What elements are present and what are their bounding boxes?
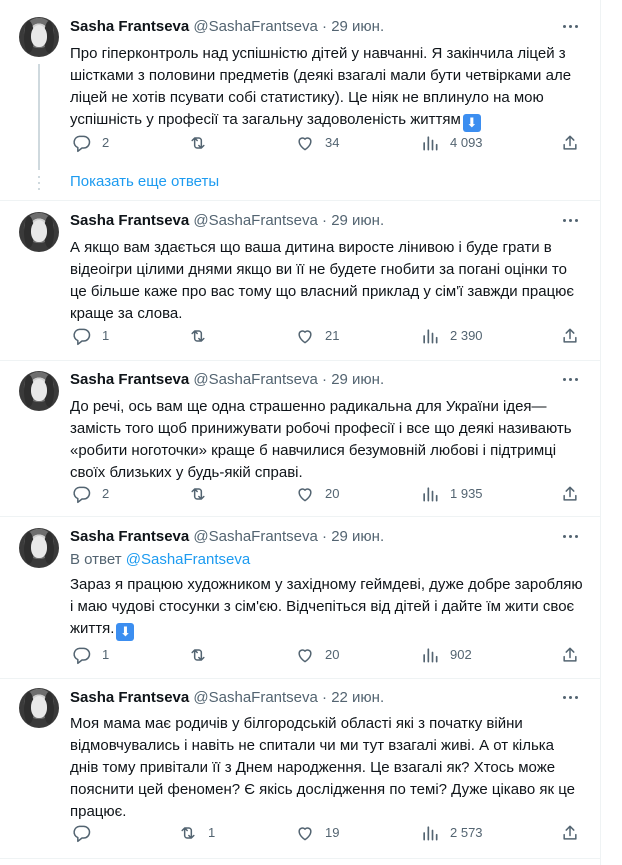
views-icon: [420, 484, 440, 504]
like-count: 19: [325, 825, 340, 840]
author-name[interactable]: Sasha Frantseva: [70, 371, 190, 388]
thread-dot: [38, 182, 40, 184]
down-arrow-emoji: ⬇: [116, 623, 134, 641]
views-icon: [420, 645, 440, 665]
tweet-header: [70, 17, 384, 37]
reply-icon: [72, 823, 92, 843]
down-arrow-emoji: ⬇: [463, 114, 481, 132]
avatar[interactable]: [19, 528, 59, 568]
reply-icon: [72, 484, 92, 504]
tweet-date[interactable]: 29 июн.: [331, 18, 385, 35]
tweet-header: [70, 688, 384, 708]
author-name[interactable]: Sasha Frantseva: [70, 528, 190, 545]
tweet-actions: [70, 823, 585, 843]
thread-dot: [38, 176, 40, 178]
reply-count: 1: [102, 328, 110, 343]
reply-icon: [72, 645, 92, 665]
like-count: 34: [325, 135, 340, 150]
author-handle[interactable]: @SashaFrantseva: [193, 212, 318, 229]
avatar[interactable]: [19, 688, 59, 728]
more-icon[interactable]: [561, 16, 581, 36]
avatar[interactable]: [19, 212, 59, 252]
author-name[interactable]: Sasha Frantseva: [70, 689, 190, 706]
views-icon: [420, 326, 440, 346]
tweet-date[interactable]: 29 июн.: [331, 212, 385, 229]
divider: [0, 200, 600, 201]
thread-dot: [38, 188, 40, 190]
thread-line: [38, 64, 40, 170]
tweet-header: [70, 370, 384, 390]
tweet-actions: [70, 133, 585, 153]
views-count: 2 573: [450, 825, 483, 840]
retweet-icon: [188, 133, 208, 153]
reply-prefix: В ответ: [70, 551, 122, 568]
tweet-header: [70, 527, 384, 547]
tweet-text: А якщо вам здається що ваша дитина виросте лінивою і буде грати в відеоігри цілими днями якщо ви її не будете гнобити за погані оцінки то це більше каже про вас тому що власний приклад у сім'ї завжди працює краще за слова.: [70, 239, 575, 322]
separator-dot: ·: [322, 528, 328, 545]
heart-icon: [295, 484, 315, 504]
separator-dot: ·: [322, 371, 328, 388]
views-count: 4 093: [450, 135, 483, 150]
author-handle[interactable]: @SashaFrantseva: [193, 528, 318, 545]
tweet-actions: [70, 484, 585, 504]
heart-icon: [295, 823, 315, 843]
retweet-icon: [188, 326, 208, 346]
retweet-icon: [188, 645, 208, 665]
tweet-date[interactable]: 29 июн.: [331, 528, 385, 545]
reply-context: [70, 550, 250, 570]
views-icon: [420, 133, 440, 153]
share-icon: [560, 133, 580, 153]
reply-mention-link[interactable]: @SashaFrantseva: [125, 551, 251, 568]
more-icon[interactable]: [561, 687, 581, 707]
reply-icon: [72, 133, 92, 153]
separator-dot: ·: [322, 18, 328, 35]
like-count: 20: [325, 486, 340, 501]
views-count: 2 390: [450, 328, 483, 343]
separator-dot: ·: [322, 212, 328, 229]
share-icon: [560, 326, 580, 346]
share-icon: [560, 645, 580, 665]
tweet-date[interactable]: 29 июн.: [331, 371, 385, 388]
tweet-text: Моя мама має родичів у білгородській області які з початку війни відмовчувались і навіть не спитали чи ми тут взагалі живі. А от кілька днів тому привітали її з Днем народження. Це взагалі як? Хтось може пояснити цей феномен? Є якісь дослідження по темі? Дуже цікаво як це працює.: [70, 715, 575, 820]
divider: [0, 516, 600, 517]
tweet-actions: [70, 645, 585, 665]
tweet-date[interactable]: 22 июн.: [331, 689, 385, 706]
tweet-text: До речі, ось вам ще одна страшенно радикальна для України ідея— замість того щоб принижувати робочі професії і все що деякі називають «робити ноготочки» краще б навчилися безумовній любові і підтримці своїх близьких у будь-якій справі.: [70, 398, 572, 481]
retweet-icon: [188, 484, 208, 504]
reply-count: 2: [102, 135, 110, 150]
more-icon[interactable]: [561, 369, 581, 389]
tweet-actions: [70, 326, 585, 346]
retweet-icon: [178, 823, 198, 843]
author-handle[interactable]: @SashaFrantseva: [193, 689, 318, 706]
reply-count: 2: [102, 486, 110, 501]
author-handle[interactable]: @SashaFrantseva: [193, 18, 318, 35]
tweet-header: [70, 211, 384, 231]
reply-icon: [72, 326, 92, 346]
more-icon[interactable]: [561, 210, 581, 230]
views-icon: [420, 823, 440, 843]
reply-count: 1: [102, 647, 110, 662]
divider: [0, 678, 600, 679]
share-icon: [560, 484, 580, 504]
heart-icon: [295, 326, 315, 346]
separator-dot: ·: [322, 689, 328, 706]
author-handle[interactable]: @SashaFrantseva: [193, 371, 318, 388]
show-more-replies-link[interactable]: Показать еще ответы: [70, 173, 220, 190]
heart-icon: [295, 645, 315, 665]
tweet-text: Про гіперконтроль над успішністю дітей у навчанні. Я закінчила ліцей з шістками з половини предметів (деякі взагалі мали бути четвірками але ліцей не хотів псувати собі статистику). Це ніяк не вплинуло на мою успішність у професії та загальну задоволеність життям ⬇: [70, 45, 572, 130]
like-count: 20: [325, 647, 340, 662]
tweet-text: Зараз я працюю художником у західному геймдеві, дуже добре заробляю і маю чудові стосунки з сім'єю. Відчепіться від дітей і дайте їм жити своє життя. ⬇: [70, 576, 583, 639]
avatar[interactable]: [19, 17, 59, 57]
retweet-count: 1: [208, 825, 216, 840]
views-count: 1 935: [450, 486, 483, 501]
author-name[interactable]: Sasha Frantseva: [70, 18, 190, 35]
author-name[interactable]: Sasha Frantseva: [70, 212, 190, 229]
like-count: 21: [325, 328, 340, 343]
avatar[interactable]: [19, 371, 59, 411]
views-count: 902: [450, 647, 472, 662]
divider: [0, 360, 600, 361]
divider: [0, 858, 600, 859]
heart-icon: [295, 133, 315, 153]
more-icon[interactable]: [561, 526, 581, 546]
timeline-border: [600, 0, 601, 865]
share-icon: [560, 823, 580, 843]
